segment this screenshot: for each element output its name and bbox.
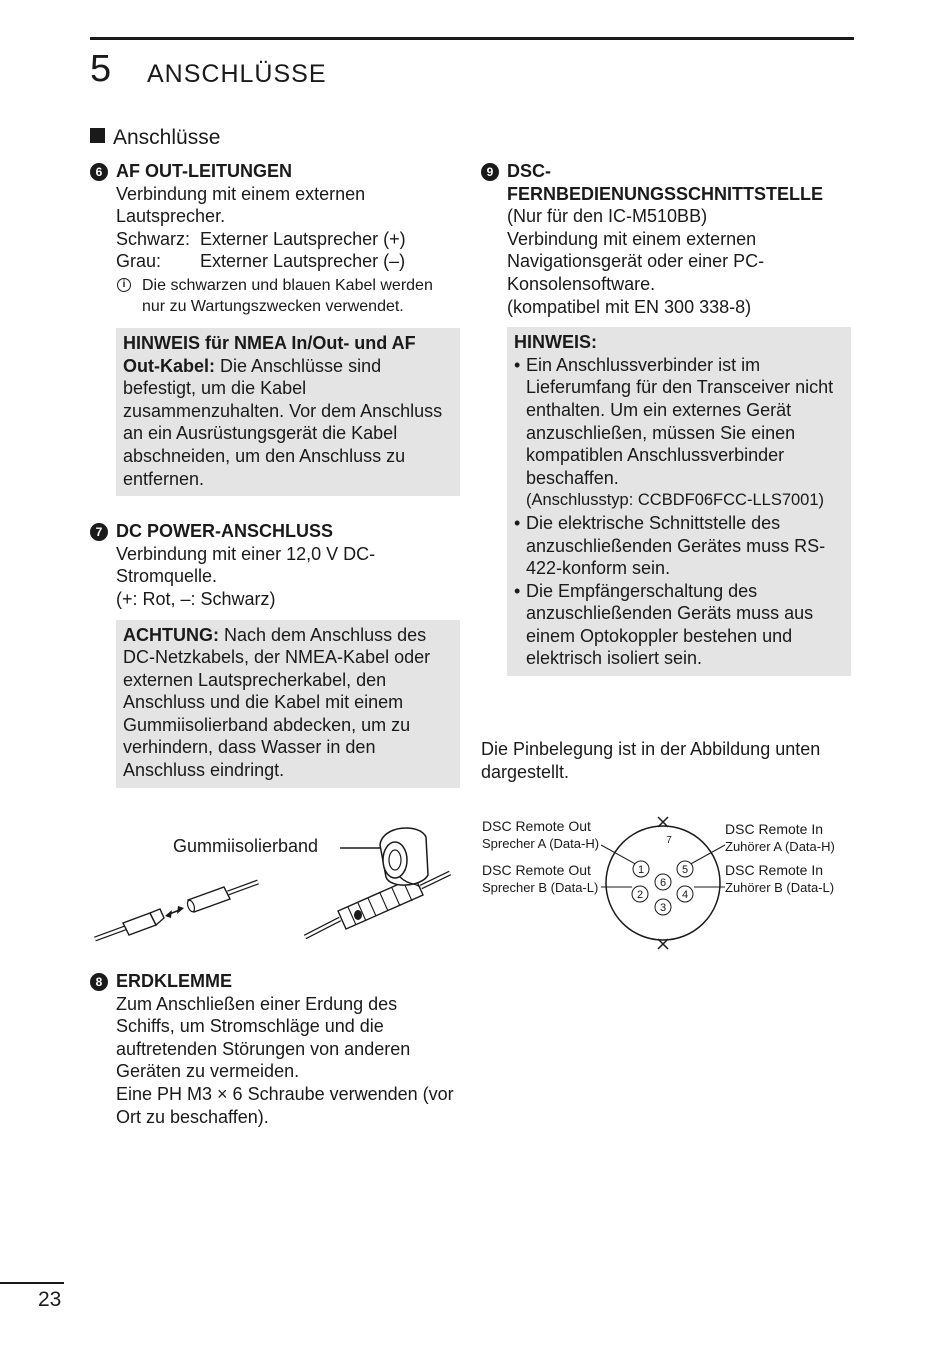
item6-row-black [90, 228, 460, 251]
label-out-b [482, 862, 598, 896]
left-column [90, 160, 460, 788]
item7-description: Verbindung mit einer 12,0 V DC-Stromquelle. [116, 543, 376, 587]
connector-type: (Anschlusstyp: CCBDF06FCC-LLS7001) [526, 491, 825, 510]
connector-pin-diagram [601, 808, 725, 958]
item9-description: Verbindung mit einem externen Navigationsgerät oder einer PC-Konsolensoftware. [507, 228, 765, 294]
label-sub: Zuhörer A (Data-H) [725, 839, 835, 854]
pin-assignment-figure [481, 808, 861, 958]
item7-polarity: (+: Rot, –: Schwarz) [116, 588, 276, 609]
hinweis-bullet: • Die Empfängerschaltung des anzuschließenden Geräts muss aus einem Optokoppler bestehen und elektrisch isoliert sein. [514, 580, 844, 670]
info-text: Die schwarzen und blauen Kabel werden nur zu Wartungszwecken verwendet. [142, 276, 433, 315]
pin-6-label: 6 [659, 877, 667, 889]
item6-heading [90, 160, 460, 183]
label-in-a [725, 821, 835, 855]
number-9-icon: 9 [481, 163, 499, 181]
pin-intro: Die Pinbelegung ist in der Abbildung unten dargestellt. [481, 739, 821, 782]
item9-heading [481, 160, 851, 205]
item7-heading [90, 520, 460, 543]
label-title: DSC Remote Out [482, 862, 591, 878]
label-sub: Sprecher A (Data-H) [482, 836, 600, 851]
label-title: DSC Remote In [725, 821, 824, 837]
hinweis-title: HINWEIS: [514, 332, 597, 353]
number-6-icon: 6 [90, 163, 108, 181]
item7-achtung-box [116, 620, 460, 788]
item8-title: ERDKLEMME [116, 971, 232, 991]
square-bullet-icon [90, 128, 105, 143]
item6-description: Verbindung mit einem externen Lautsprecher. [116, 183, 366, 227]
pin-3-label: 3 [659, 902, 667, 914]
label-title: DSC Remote Out [482, 818, 591, 834]
label-sub: Zuhörer B (Data-L) [725, 880, 835, 895]
item9-compat: (kompatibel mit EN 300 338-8) [507, 296, 752, 317]
item8-screw-note: Eine PH M3 × 6 Schraube verwenden (vor Ort zu beschaffen). [116, 1083, 454, 1127]
item6-row-gray [90, 250, 460, 273]
achtung-label: ACHTUNG: [123, 624, 219, 645]
item9-model-note: (Nur für den IC-M510BB) [507, 206, 708, 227]
number-8-icon: 8 [90, 973, 108, 991]
pin-1-label: 1 [637, 864, 645, 876]
section-title: Anschlüsse [113, 126, 221, 149]
pin-4-label: 4 [681, 889, 689, 901]
item7-title: DC POWER-ANSCHLUSS [116, 521, 334, 542]
hinweis-label: HINWEIS für NMEA In/Out- und AF Out-Kabel: [123, 332, 416, 376]
row-key: Grau: [116, 251, 162, 272]
item6-info-note [90, 275, 460, 317]
footer-rule [0, 1282, 64, 1284]
number-7-icon: 7 [90, 523, 108, 541]
chapter-title: ANSCHLÜSSE [147, 60, 327, 88]
pin-2-label: 2 [636, 889, 644, 901]
item9-hinweis-box [507, 327, 851, 676]
row-value: Externer Lautsprecher (+) [200, 228, 406, 249]
bullet-text: Ein Anschlussverbinder ist im Lieferumfang für den Transceiver nicht enthalten. Um ein externes Gerät anzuschließen, müssen Sie einen kompatiblen Anschlussverbinder beschaffen. [526, 354, 834, 488]
page-number: 23 [38, 1288, 62, 1311]
label-in-b [725, 862, 834, 896]
row-key: Schwarz: [116, 228, 191, 249]
pin-5-label: 5 [681, 864, 689, 876]
tape-label: Gummiisolierband [173, 836, 319, 856]
label-out-a [482, 818, 599, 852]
info-icon: i [117, 278, 131, 292]
item8-description: Zum Anschließen einer Erdung des Schiffs, um Stromschläge und die auftretenden Störungen von anderen Geräten zu vermeiden. [116, 993, 411, 1082]
item6-title: AF OUT-LEITUNGEN [116, 161, 292, 181]
section-heading [90, 125, 220, 151]
achtung-text: Nach dem Anschluss des DC-Netzkabels, der NMEA-Kabel oder externen Lautsprecherkabel, den Anschluss und die Kabel mit einem Gummiisolierband abdecken, um zu verhindern, dass Wasser in den Anschluss eindringt. [123, 624, 431, 781]
chapter-number: 5 [90, 48, 112, 90]
pin-7-label: 7 [666, 835, 672, 846]
top-rule [90, 37, 854, 40]
item9-title: DSC-FERNBEDIENUNGSSCHNITTSTELLE [507, 161, 824, 204]
insulation-tape-illustration [90, 815, 460, 955]
label-title: DSC Remote In [725, 862, 824, 878]
label-sub: Sprecher B (Data-L) [482, 880, 599, 895]
hinweis-bullet: • Die elektrische Schnittstelle des anzuschließenden Gerätes muss RS-422-konform sein. [514, 512, 844, 580]
item8-heading [90, 970, 460, 993]
item6-hinweis-box [116, 328, 460, 496]
right-column [481, 160, 851, 783]
item8-block [90, 970, 460, 1128]
row-value: Externer Lautsprecher (–) [200, 251, 406, 272]
hinweis-text: Die Anschlüsse sind befestigt, um die Kabel zusammenzuhalten. Vor dem Anschluss an ein Ausrüstungsgerät die Kabel abschneiden, um den Anschluss zu entfernen. [123, 355, 443, 489]
hinweis-bullet [514, 354, 844, 512]
